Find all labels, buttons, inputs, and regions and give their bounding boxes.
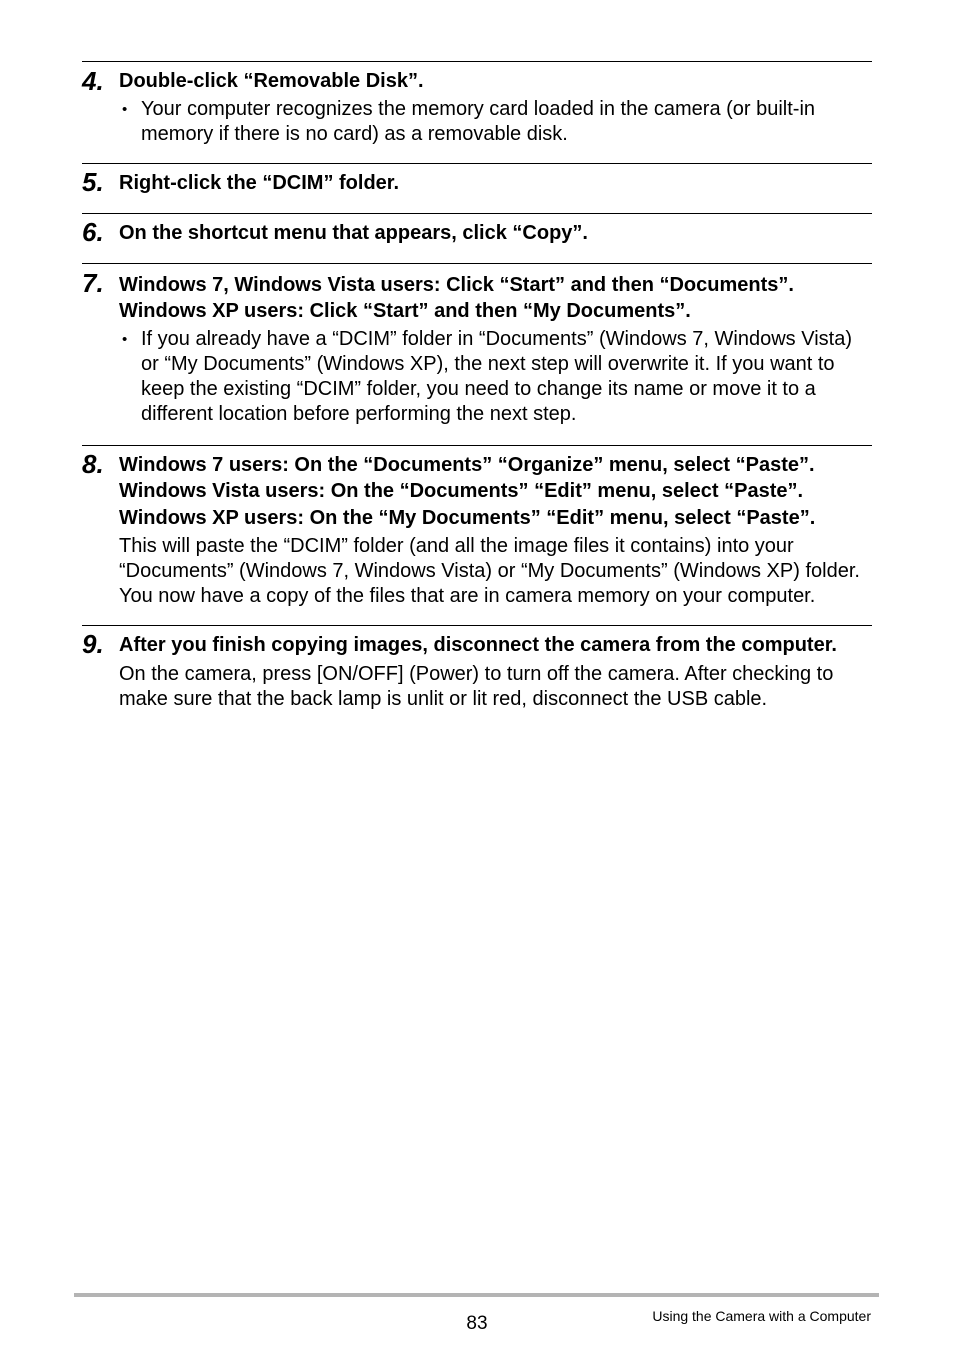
step-note (119, 97, 872, 147)
step-note-text: If you already have a “DCIM” folder in “Documents” (Windows 7, Windows Vista) or “My Documents” (Windows XP), the next step will overwrite it. If you want to keep the existing “DCIM” folder, you need to change its name or move it to a different location before performing the next step. (141, 327, 852, 425)
bullet-icon: • (122, 100, 128, 118)
step-heading-windows-7: Windows 7 users: On the “Documents” “Organize” menu, select “Paste”. (119, 453, 815, 476)
step-number: 7. (82, 267, 104, 298)
step-body (119, 170, 872, 197)
step-5 (82, 163, 872, 214)
step-body (119, 632, 872, 712)
step-heading: Right-click the “DCIM” folder. (119, 171, 400, 194)
step-heading: On the shortcut menu that appears, click “Copy”. (119, 222, 588, 244)
step-4 (82, 61, 872, 163)
step-description: This will paste the “DCIM” folder (and all the image files it contains) into your “Documents” (Windows 7, Windows Vista) or “My Documents” (Windows XP) folder. You now have a copy of the files that are in camera memory on your computer. (119, 535, 860, 607)
step-body (119, 272, 872, 427)
step-9 (82, 625, 872, 728)
step-heading: Double-click “Removable Disk”. (119, 70, 424, 92)
step-heading: After you finish copying images, disconnect the camera from the computer. (119, 634, 837, 656)
step-heading-windows-vista: Windows Vista users: On the “Documents” “Edit” menu, select “Paste”. (119, 480, 804, 502)
step-number: 8. (82, 448, 104, 479)
step-heading-windows-xp: Windows XP users: Click “Start” and then “My Documents”. (119, 300, 691, 322)
step-note-text: Your computer recognizes the memory card loaded in the camera (or built-in memory if there is no card) as a removable disk. (141, 97, 816, 145)
step-heading-windows-7-vista: Windows 7, Windows Vista users: Click “Start” and then “Documents”. (119, 273, 794, 296)
step-note (119, 327, 872, 427)
step-8 (82, 445, 872, 626)
step-number: 9. (82, 629, 104, 659)
step-number: 5. (82, 166, 104, 197)
page-number: 83 (466, 1313, 488, 1334)
step-description: On the camera, press [ON/OFF] (Power) to turn off the camera. After checking to make sure that the back lamp is unlit or lit red, disconnect the USB cable. (119, 662, 834, 710)
instruction-steps (82, 61, 872, 728)
step-number: 6. (82, 217, 104, 247)
step-body (119, 68, 872, 147)
step-body (119, 452, 872, 610)
step-body (119, 220, 872, 247)
step-7 (82, 263, 872, 445)
bullet-icon: • (122, 330, 128, 348)
footer-divider (74, 1293, 879, 1297)
footer-section-title: Using the Camera with a Computer (652, 1308, 871, 1324)
step-number: 4. (82, 66, 104, 96)
step-6 (82, 213, 872, 263)
step-heading-windows-xp: Windows XP users: On the “My Documents” “Edit” menu, select “Paste”. (119, 506, 816, 529)
